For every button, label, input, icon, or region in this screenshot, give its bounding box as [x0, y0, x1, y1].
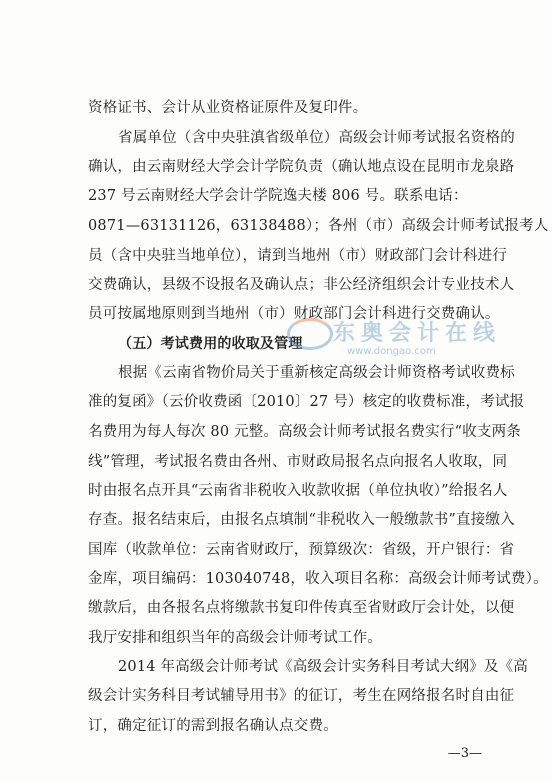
body-line-16: 国库（收款单位：云南省财政厅，预算级次：省级，开户银行：省 [88, 542, 515, 558]
body-line-1: 资格证书、会计从业资格证原件及复印件。 [88, 100, 368, 116]
body-line-18: 缴款后，由各报名点将缴款书复印件传真至省财政厅会计处，以便 [88, 600, 515, 616]
body-line-21: 级会计实务科目考试辅导用书》的征订，考生在网络报名时自由征 [88, 688, 515, 704]
body-line-3: 确认，由云南财经大学会计学院负责（确认地点设在昆明市龙泉路 [88, 159, 515, 175]
body-line-6: 员（含中央驻当地单位），请到当地州（市）财政部门会计科进行 [88, 248, 508, 264]
body-line-4: 237 号云南财经大学会计学院逸夫楼 806 号。联系电话： [88, 188, 468, 204]
body-line-22: 订，确定征订的需到报名确认点交费。 [88, 718, 338, 734]
body-line-10: 根据《云南省物价局关于重新核定高级会计师资格考试收费标 [118, 365, 515, 381]
body-line-17: 金库，项目编码：103040748，收入项目名称：高级会计师考试费）。 [88, 571, 548, 587]
body-line-13: 线”管理，考试报名费由各州、市财政局报名点向报名人收取，同 [88, 454, 508, 470]
body-line-7: 交费确认，县级不设报名及确认点；非公经济组织会计专业技术人 [88, 277, 515, 293]
section-heading: （五）考试费用的收取及管理 [118, 336, 303, 352]
body-line-19: 我厅安排和组织当年的高级会计师考试工作。 [88, 630, 382, 646]
body-line-14: 时由报名点开具“云南省非税收入收款收据（单位执收）”给报名人 [88, 483, 508, 499]
body-line-15: 存查。报名结束后，由报名点填制“非税收入一般缴款书”直接缴入 [88, 512, 515, 528]
page-number: —3— [447, 746, 482, 761]
body-line-2: 省属单位（含中央驻滇省级单位）高级会计师考试报名资格的 [118, 130, 515, 146]
watermark-url: www.dongao.com [347, 346, 436, 357]
body-line-11: 准的复函》（云价收费函〔2010〕27 号）核定的收费标准，考试报 [88, 394, 525, 410]
body-line-5: 0871—63131126，63138488）；各州（市）高级会计师考试报考人 [88, 218, 549, 234]
body-line-12: 名费用为每人每次 80 元整。高级会计师考试报名费实行“收支两条 [88, 424, 521, 440]
body-line-8: 员可按属地原则到当地州（市）财政部门会计科进行交费确认。 [88, 306, 500, 322]
body-line-20: 2014 年高级会计师考试《高级会计实务科目考试大纲》及《高 [118, 659, 529, 675]
watermark-text: 东奥会计在线 [333, 321, 502, 346]
